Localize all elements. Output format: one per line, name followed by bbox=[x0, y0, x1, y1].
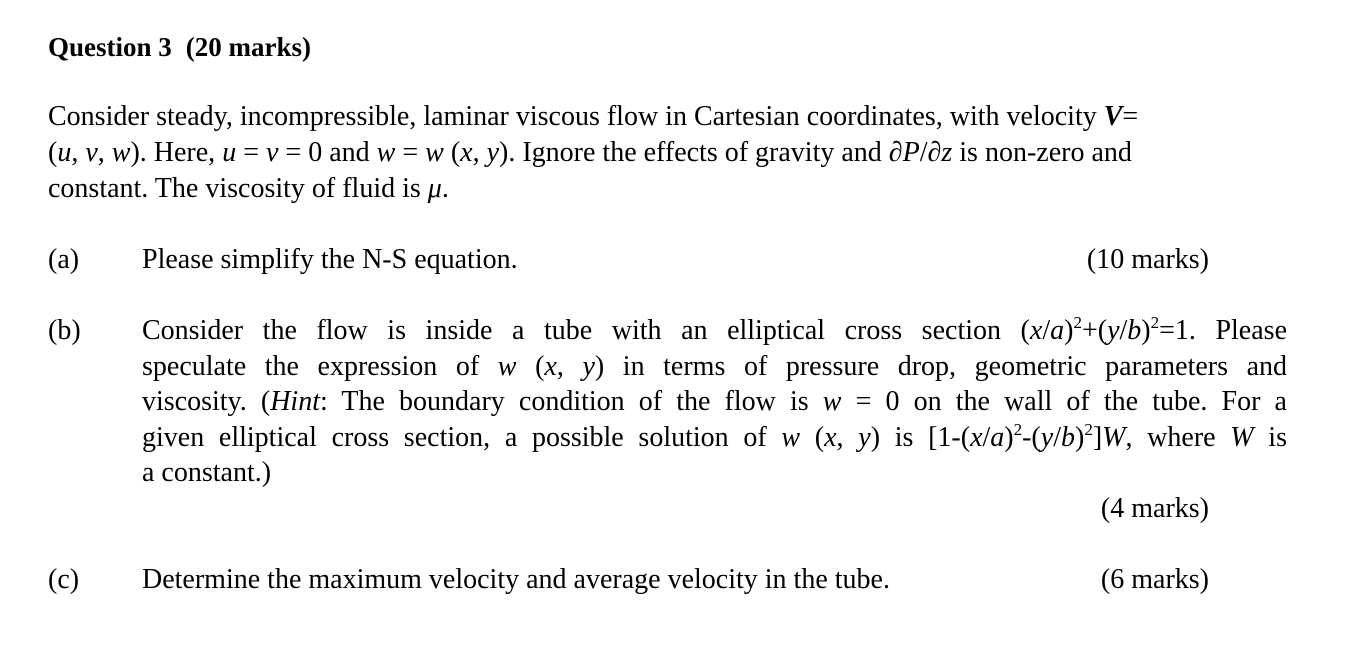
part-b-line-5: a constant.) bbox=[142, 457, 272, 488]
part-b-line-1: Consider the flow is inside a tube with an elliptical cross section $(x/a)^2+(y/b)^2=1$. Please bbox=[142, 313, 1287, 346]
part-c-text: Determine the maximum velocity and average velocity in the tube. bbox=[142, 564, 890, 595]
part-a-marks: (10 marks) bbox=[1086, 244, 1209, 275]
part-b-marks: (4 marks) bbox=[1100, 493, 1209, 524]
part-b-label: (b) bbox=[48, 315, 81, 346]
intro-line-3: constant. The viscosity of fluid is μ. bbox=[48, 173, 449, 204]
intro-line-1: Consider steady, incompressible, laminar viscous flow in Cartesian coordinates, with velocity V= bbox=[48, 101, 1139, 132]
question-title: Question 3 bbox=[48, 32, 172, 62]
part-b-line-2: speculate the expression of w (x, y) in terms of pressure drop, geometric parameters and bbox=[142, 350, 1288, 382]
question-total-marks: (20 marks) bbox=[185, 32, 312, 62]
part-b-line-4: given elliptical cross section, a possible solution of w (x, y) is $[1-(x/a)^2-(y/b)^2]W$, where W is bbox=[142, 419, 1287, 453]
part-c-label: (c) bbox=[48, 564, 80, 595]
part-a-label: (a) bbox=[48, 244, 80, 275]
intro-line-2: (u, v, w). Here, u = v = 0 and w = w (x, y). Ignore the effects of gravity and ∂P/∂z is non-zero and bbox=[48, 137, 1132, 168]
part-b-line-3: viscosity. (Hint: The boundary condition of the flow is w = 0 on the wall of the tube. For a bbox=[142, 386, 1287, 417]
part-c-marks: (6 marks) bbox=[1100, 564, 1209, 595]
question-intro bbox=[48, 99, 1248, 207]
part-b-text bbox=[142, 313, 1287, 491]
question-heading bbox=[48, 30, 311, 64]
part-a-text: Please simplify the N-S equation. bbox=[142, 244, 518, 275]
